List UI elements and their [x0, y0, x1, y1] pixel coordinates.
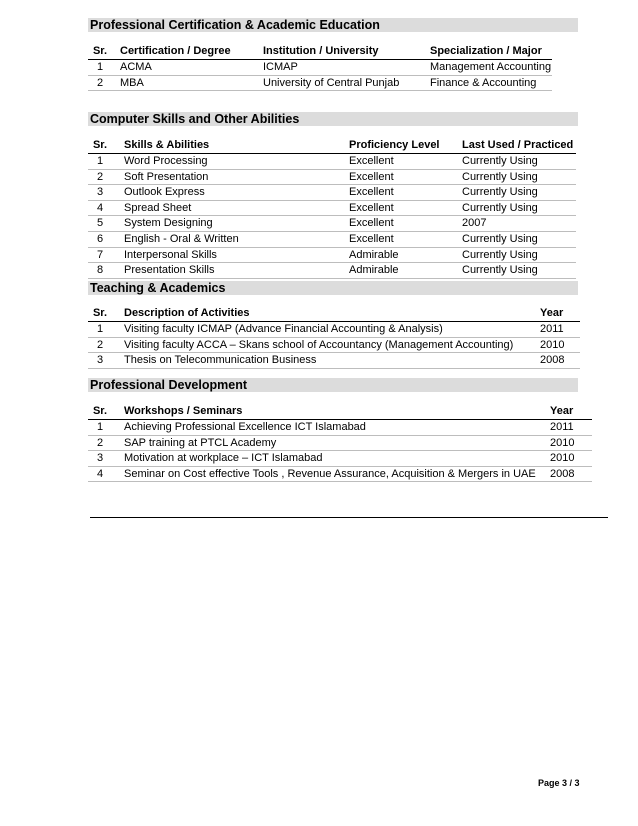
- teaching-table: [88, 306, 580, 369]
- table-row: [88, 154, 576, 170]
- row-degree: MBA: [120, 76, 144, 89]
- table-row: [88, 201, 576, 217]
- row-skill: System Designing: [124, 217, 213, 230]
- table-row: [88, 248, 576, 264]
- row-skill: Soft Presentation: [124, 170, 209, 183]
- row-proficiency: Excellent: [349, 155, 394, 167]
- header-activity: Description of Activities: [124, 307, 250, 319]
- row-sr: 3: [96, 452, 104, 465]
- skills-rows: [88, 154, 576, 279]
- row-sr: 2: [96, 76, 104, 89]
- row-last-used: Currently Using: [462, 232, 538, 245]
- row-proficiency: Excellent: [349, 232, 394, 245]
- header-institution: Institution / University: [263, 45, 379, 57]
- header-year: Year: [550, 405, 574, 417]
- table-row: [88, 420, 592, 436]
- row-sr: 7: [96, 248, 104, 261]
- footer-divider: [90, 517, 608, 518]
- row-sr: 6: [96, 232, 104, 245]
- header-sr: Sr.: [92, 45, 108, 57]
- row-sr: 1: [96, 155, 104, 167]
- row-activity: Visiting faculty ACCA – Skans school of Accountancy (Management Accounting): [124, 338, 514, 351]
- row-activity: Thesis on Telecommunication Business: [124, 354, 317, 367]
- table-row: [88, 467, 592, 483]
- row-workshop: Motivation at workplace – ICT Islamabad: [124, 452, 323, 465]
- row-sr: 2: [96, 436, 104, 449]
- table-row: [88, 76, 552, 92]
- section-title-skills: Computer Skills and Other Abilities: [88, 112, 578, 126]
- header-year: Year: [540, 307, 564, 319]
- row-sr: 1: [96, 421, 104, 433]
- row-sr: 4: [96, 201, 104, 214]
- table-row: [88, 263, 576, 279]
- row-workshop: Achieving Professional Excellence ICT Islamabad: [124, 421, 366, 433]
- section-title-development: Professional Development: [88, 378, 578, 392]
- row-sr: 2: [96, 338, 104, 351]
- teaching-rows: [88, 322, 580, 369]
- row-proficiency: Excellent: [349, 170, 394, 183]
- table-row: [88, 232, 576, 248]
- row-skill: Presentation Skills: [124, 264, 215, 277]
- row-last-used: Currently Using: [462, 186, 538, 199]
- row-skill: Spread Sheet: [124, 201, 192, 214]
- table-row: [88, 451, 592, 467]
- header-skill: Skills & Abilities: [124, 139, 210, 151]
- section-title-teaching: Teaching & Academics: [88, 281, 578, 295]
- row-specialization: Management Accounting: [430, 61, 552, 73]
- row-year: 2008: [550, 467, 575, 480]
- row-proficiency: Excellent: [349, 217, 394, 230]
- table-header: [88, 138, 576, 154]
- header-workshop: Workshops / Seminars: [124, 405, 243, 417]
- row-year: 2011: [550, 421, 574, 433]
- row-skill: Outlook Express: [124, 186, 205, 199]
- row-sr: 4: [96, 467, 104, 480]
- table-row: [88, 338, 580, 354]
- table-row: [88, 60, 552, 76]
- development-rows: [88, 420, 592, 482]
- row-activity: Visiting faculty ICMAP (Advance Financial Accounting & Analysis): [124, 323, 443, 335]
- row-sr: 1: [96, 61, 104, 73]
- table-header: [88, 44, 552, 60]
- header-proficiency: Proficiency Level: [349, 139, 440, 151]
- skills-table: [88, 138, 576, 279]
- row-skill: Interpersonal Skills: [124, 248, 217, 261]
- row-proficiency: Excellent: [349, 201, 394, 214]
- table-header: [88, 404, 592, 420]
- row-skill: English - Oral & Written: [124, 232, 239, 245]
- table-row: [88, 170, 576, 186]
- row-sr: 5: [96, 217, 104, 230]
- row-last-used: Currently Using: [462, 264, 538, 277]
- row-specialization: Finance & Accounting: [430, 76, 537, 89]
- header-last-used: Last Used / Practiced: [462, 139, 574, 151]
- row-institution: University of Central Punjab: [263, 76, 400, 89]
- table-header: [88, 306, 580, 322]
- row-last-used: 2007: [462, 217, 487, 230]
- row-proficiency: Excellent: [349, 186, 394, 199]
- row-workshop: Seminar on Cost effective Tools , Revenue Assurance, Acquisition & Mergers in UAE: [124, 467, 536, 480]
- row-last-used: Currently Using: [462, 201, 538, 214]
- row-sr: 2: [96, 170, 104, 183]
- row-institution: ICMAP: [263, 61, 298, 73]
- row-proficiency: Admirable: [349, 248, 399, 261]
- certification-table: [88, 44, 552, 91]
- development-table: [88, 404, 592, 482]
- row-sr: 3: [96, 186, 104, 199]
- row-year: 2010: [550, 436, 575, 449]
- table-row: [88, 436, 592, 452]
- table-row: [88, 216, 576, 232]
- row-sr: 8: [96, 264, 104, 277]
- row-skill: Word Processing: [124, 155, 208, 167]
- table-row: [88, 322, 580, 338]
- header-degree: Certification / Degree: [120, 45, 231, 57]
- row-last-used: Currently Using: [462, 170, 538, 183]
- row-year: 2011: [540, 323, 564, 335]
- header-specialization: Specialization / Major: [430, 45, 542, 57]
- page-number: Page 3 / 3: [538, 778, 580, 788]
- row-year: 2010: [540, 338, 565, 351]
- row-last-used: Currently Using: [462, 155, 538, 167]
- row-sr: 1: [96, 323, 104, 335]
- row-year: 2010: [550, 452, 575, 465]
- table-row: [88, 185, 576, 201]
- row-degree: ACMA: [120, 61, 152, 73]
- row-last-used: Currently Using: [462, 248, 538, 261]
- row-proficiency: Admirable: [349, 264, 399, 277]
- header-sr: Sr.: [92, 405, 108, 417]
- header-sr: Sr.: [92, 139, 108, 151]
- row-sr: 3: [96, 354, 104, 367]
- section-title-certification: Professional Certification & Academic Education: [88, 18, 578, 32]
- row-workshop: SAP training at PTCL Academy: [124, 436, 277, 449]
- header-sr: Sr.: [92, 307, 108, 319]
- table-row: [88, 353, 580, 369]
- row-year: 2008: [540, 354, 565, 367]
